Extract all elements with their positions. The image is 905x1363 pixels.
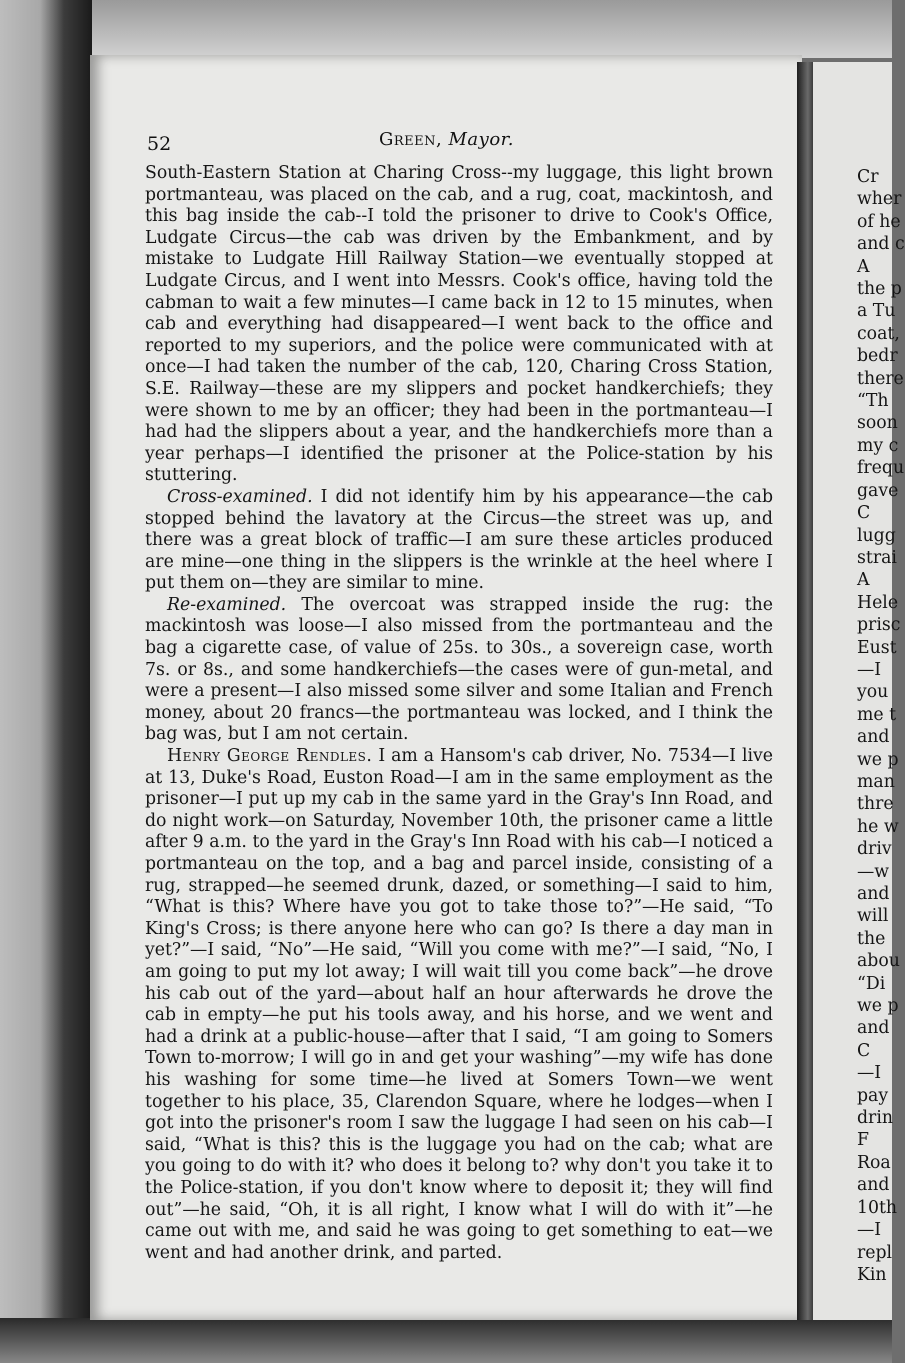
right-page — [813, 62, 905, 1320]
running-head-name: Green, — [379, 129, 443, 150]
paragraph-text: I am a Hansom's cab driver, No. 7534—I live at 13, Duke's Road, Euston Road—I am in the same employment as the prisoner—I put up my cab in the same yard in the Gray's Inn Road, and do night work—on Saturday, November 10th, the prisoner came a little after 9 a.m. to the yard in the Gray's Inn Road with his cab—I noticed a portmanteau on the top, and a bag and parcel inside, consisting of a rug, strapped—he seemed drunk, dazed, or something—I said to him, “What is this? Where have you got to take those to?”—He said, “To King's Cross; is there anyone here who can go? Is there a day man in yet?”—I said, “No”—He said, “Will you come with me?”—I said, “No, I am going to put my lot away; I will wait till you come back”—he drove his cab out of the yard—about half an hour afterwards he drove the cab in empty—he put his tools away, and his horse, and we went and had a drink at a public-house—after that I said, “I am going to Somers Town to-morrow; I will go in and get your washing”—my wife has done his washing for some time—he lived at Somers Town—we went together to his place, 35, Clarendon Square, where he lodges—when I got into the prisoner's room I saw the luggage I had seen on his cab—I said, “What is this? this is the luggage you had on the cab; what are you going to do with it? who does it belong to? why don't you take it to the Police-station, if you don't know where to deposit it; they will find out”—he said, “Oh, it is all right, I know what I will do with it”—he came out with me, and said he was going to get something to eat—we went and had another drink, and parted. — [145, 746, 773, 1263]
paragraph-text: The overcoat was strapped inside the rug: the mackintosh was loose—I also missed from the portmanteau and the bag a cigarette case, of value of 25s. to 30s., a sovereign case, worth 7s. or 8s., and some handkerchiefs—the cases were of gun-metal, and were a present—I also missed some silver and some Italian and French money, about 20 francs—the portmanteau was locked, and I think the bag was, but I am not certain. — [145, 594, 773, 745]
right-page-fragment: prisc — [857, 615, 901, 636]
right-page-fragment: —I — [857, 1063, 882, 1084]
paragraph-1 — [145, 163, 773, 487]
right-page-fragment: the p — [857, 279, 902, 300]
testimony-text — [145, 163, 773, 1264]
right-page-fragment: Cr — [857, 167, 879, 187]
right-page-fragment: we p — [857, 996, 899, 1017]
right-page-fragment: and c — [857, 234, 905, 255]
right-page-fragment: man — [857, 771, 895, 792]
right-page-fragment: C — [857, 503, 871, 524]
right-page-fragment: soon — [857, 413, 898, 434]
page-number: 52 — [147, 133, 172, 155]
right-page-fragment: “Th — [857, 391, 889, 412]
right-page-fragment: and — [857, 727, 890, 748]
scanner-bottom-background — [0, 1318, 892, 1363]
right-page-fragment: pay — [857, 1085, 889, 1106]
right-page-fragment: repl — [857, 1242, 893, 1263]
right-page-fragment: Roa — [857, 1152, 891, 1173]
right-page-fragment: abou — [857, 951, 900, 972]
right-page-fragment: wher — [857, 189, 902, 210]
right-page-fragment: A — [857, 256, 870, 277]
right-page-fragment: a Tu — [857, 301, 896, 322]
paragraph-cross-examined — [145, 487, 773, 595]
right-page-fragment: frequ — [857, 458, 905, 479]
right-page-fragment: —w — [857, 861, 890, 882]
right-page-fragment: we p — [857, 749, 899, 770]
right-page-fragment: there — [857, 368, 904, 389]
re-examined-heading: Re-examined. — [167, 594, 287, 615]
right-page-fragment: me t — [857, 704, 897, 725]
right-page-fragment: Eust — [857, 637, 897, 658]
right-page-fragment: Hele — [857, 592, 899, 613]
right-page-fragment: 10th — [857, 1197, 898, 1218]
right-page-fragment: —I — [857, 659, 882, 680]
right-page-text-fragments — [857, 166, 905, 1286]
right-page-fragment: of he — [857, 211, 901, 232]
right-page-fragment: he w — [857, 816, 899, 837]
right-page-fragment: my c — [857, 435, 899, 456]
witness-name: Henry George Rendles. — [167, 746, 373, 767]
right-page-fragment: lugg — [857, 525, 896, 546]
right-page-fragment: gave — [857, 480, 899, 501]
running-head-title: Mayor. — [448, 129, 515, 150]
right-page-fragment: coat, — [857, 323, 900, 344]
right-page-fragment: you — [857, 682, 889, 703]
right-page-fragment: and — [857, 1175, 890, 1196]
right-page-fragment: —I — [857, 1220, 882, 1241]
right-page-fragment: bedr — [857, 346, 898, 367]
book-left-edge — [0, 0, 92, 1363]
right-page-fragment: C — [857, 1040, 871, 1061]
right-page-fragment: drin — [857, 1108, 893, 1129]
cross-examined-heading: Cross-examined. — [167, 486, 313, 507]
right-page-fragment: and — [857, 1018, 890, 1039]
paragraph-text: I did not identify him by his appearance—the cab stopped behind the lavatory at the Circus—the street was up, and there was a great block of traffic—I am sure these articles produced are mine—one thing in the slippers is the wrinkle at the heel where I put them on—they are similar to mine. — [145, 486, 774, 594]
scanner-top-background — [0, 0, 892, 58]
right-page-fragment: thre — [857, 794, 894, 815]
running-head — [379, 129, 514, 150]
paragraph-re-examined — [145, 595, 773, 746]
paragraph-text: South-Eastern Station at Charing Cross--my luggage, this light brown portmanteau, was placed on the cab, and a rug, coat, mackintosh, and this bag inside the cab--I told the prisoner to drive to Cook's Office, Ludgate Circus—the cab was driven by the Embankment, and by mistake to Ludgate Hill Railway Station—we eventually stopped at Ludgate Circus, and I went into Messrs. Cook's office, having told the cabman to wait a few minutes—I came back in 12 to 15 minutes, when cab and everything had disappeared—I went back to the office and reported to my superiors, and the police were communicated with at once—I had taken the number of the cab, 120, Charing Cross Station, S.E. Railway—these are my slippers and pocket handkerchiefs; they were shown to me by an officer; they had been in the portmanteau—I had had the slippers about a year, and the handkerchiefs more than a year perhaps—I identified the prisoner at the Police-station by his stuttering. — [145, 163, 773, 486]
right-page-fragment: and — [857, 884, 890, 904]
right-page-fragment: Kin — [857, 1264, 887, 1285]
right-page-fragment: strai — [857, 547, 897, 568]
right-page-fragment: “Di — [857, 973, 886, 994]
right-page-fragment: A — [857, 570, 870, 591]
right-page-fragment: driv — [857, 839, 892, 860]
paragraph-henry-george-rendles — [145, 746, 773, 1264]
right-page-fragment: will — [857, 906, 889, 927]
right-page-fragment: F — [857, 1130, 869, 1151]
right-page-fragment: the — [857, 928, 886, 949]
